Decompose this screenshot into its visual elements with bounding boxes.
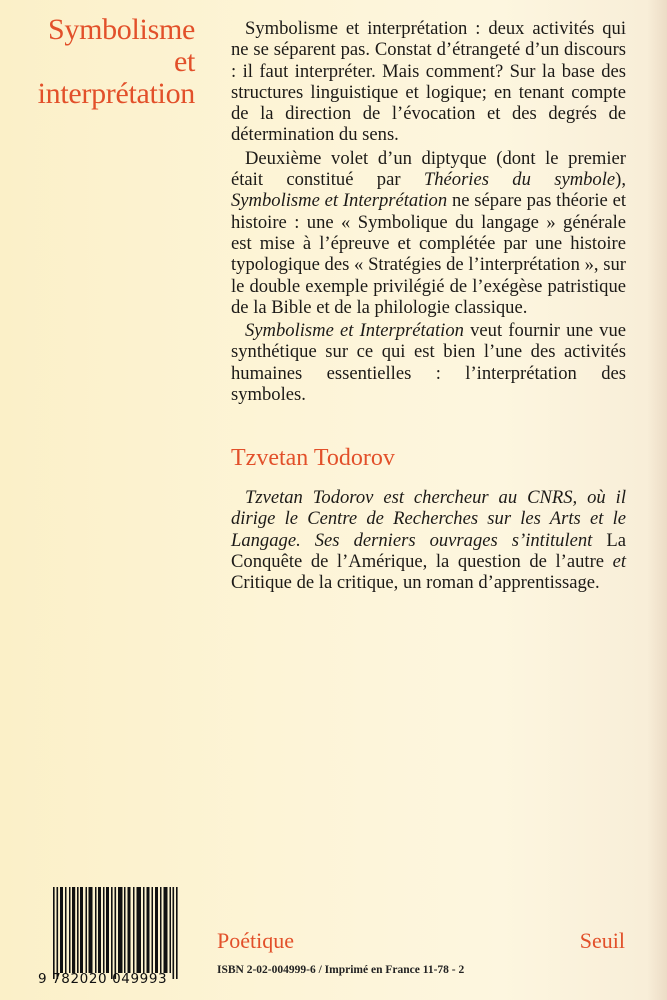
isbn-line: ISBN 2-02-004999-6 / Imprimé en France 11-78 - 2: [217, 964, 465, 976]
blurb-text: veut fournir une vue synthétique sur ce qui est bien l’une des activités humaines essentielles : l’interprétation des symboles.: [231, 320, 626, 406]
publisher-name: Seuil: [579, 928, 625, 953]
book-reference: Symbolisme et Interprétation: [231, 190, 448, 212]
bio-conjunction: et: [612, 550, 626, 572]
blurb-paragraph-1: Symbolisme et interprétation : deux activités qui ne se séparent pas. Constat d’étrangeté d’un discours : il faut interpréter. Mais comment? Sur la base des structures linguistique et logique; en tenant compte de la direction de l’évocation et des degrés de détermination du sens.: [231, 18, 626, 146]
blurb-text: Deuxième volet d’un diptyque (dont le premier était constitué par: [231, 147, 626, 191]
author-name: Tzvetan Todorov: [231, 445, 395, 471]
collection-name: Poétique: [217, 928, 294, 953]
blurb-text: ),: [615, 169, 626, 191]
book-reference: Critique de la critique, un roman d’apprentissage.: [231, 572, 600, 594]
title-line-3: interprétation: [37, 77, 195, 110]
title-line-1: Symbolisme: [47, 13, 195, 46]
blurb-paragraph-2: [231, 148, 626, 318]
blurb-text: ne sépare pas théorie et histoire : une « Symbolique du langage » générale est mise à l’épreuve et complétée par une histoire typologique des « Stratégies de l’interprétation », sur le double exemple privilégié de l’exégèse patristique de la Bible et de la philologie classique.: [231, 190, 626, 318]
book-reference: Symbolisme et Interprétation: [245, 320, 464, 342]
title-line-2: et: [173, 45, 195, 78]
book-reference: La Conquête de l’Amérique, la question de l’autre: [231, 529, 627, 572]
blurb-paragraph-3: [231, 320, 626, 405]
book-reference: Théories du symbole: [423, 169, 616, 191]
author-bio: [231, 487, 626, 593]
barcode-digits: 9 782020 049993: [38, 971, 168, 987]
blurb: [231, 18, 626, 407]
barcode: [38, 887, 198, 987]
book-title: [20, 14, 195, 110]
bio-text: Tzvetan Todorov est chercheur au CNRS, où il dirige le Centre de Recherches sur les Arts et le Langage. Ses derniers ouvrages s’intitulent: [231, 487, 626, 551]
